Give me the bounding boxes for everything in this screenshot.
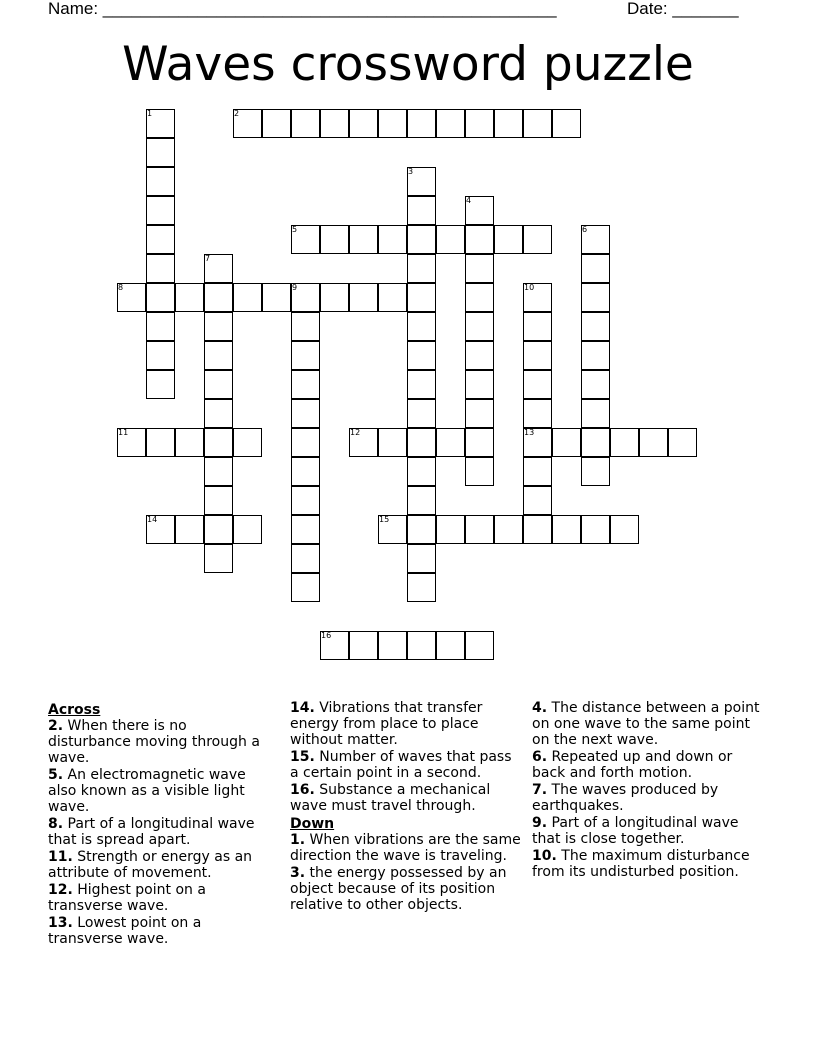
clue-text: The distance between a point on one wave to the same point on the next wave.: [532, 700, 760, 748]
grid-cell[interactable]: [465, 399, 494, 428]
clue-number-4: 4: [466, 196, 472, 205]
grid-cell[interactable]: [204, 544, 233, 573]
date-field-label: Date: _______: [627, 0, 739, 18]
grid-cell[interactable]: [204, 399, 233, 428]
clue-number-6: 6: [582, 225, 588, 234]
clue-number: 7.: [532, 782, 548, 798]
grid-cell[interactable]: [523, 399, 552, 428]
across-clue: [48, 816, 273, 848]
grid-cell[interactable]: [552, 109, 581, 138]
grid-cell[interactable]: [465, 631, 494, 660]
grid-cell[interactable]: [291, 341, 320, 370]
grid-cell[interactable]: [204, 283, 233, 312]
across-clue: [290, 782, 522, 814]
down-clue: [532, 848, 764, 880]
clue-number-10: 10: [524, 283, 535, 292]
clue-text: Strength or energy as an attribute of movement.: [48, 849, 253, 881]
grid-cell[interactable]: [407, 370, 436, 399]
grid-cell[interactable]: [465, 225, 494, 254]
clue-text: Lowest point on a transverse wave.: [48, 915, 202, 947]
grid-cell[interactable]: [581, 254, 610, 283]
grid-cell[interactable]: [349, 283, 378, 312]
grid-cell[interactable]: [291, 370, 320, 399]
grid-cell[interactable]: [523, 486, 552, 515]
grid-cell[interactable]: [146, 428, 175, 457]
grid-cell[interactable]: [407, 515, 436, 544]
clue-number-12: 12: [350, 428, 361, 437]
down-clue-list: [290, 832, 522, 913]
grid-cell[interactable]: [523, 312, 552, 341]
grid-cell[interactable]: [146, 138, 175, 167]
grid-cell[interactable]: [291, 515, 320, 544]
clue-number-3: 3: [408, 167, 414, 176]
grid-cell[interactable]: [581, 515, 610, 544]
grid-cell[interactable]: [204, 370, 233, 399]
grid-cell[interactable]: [378, 225, 407, 254]
down-heading: Down: [290, 816, 335, 832]
grid-cell[interactable]: [378, 109, 407, 138]
grid-cell[interactable]: [349, 225, 378, 254]
clue-number: 4.: [532, 700, 548, 716]
down-clue: [532, 782, 764, 814]
across-clue: [48, 915, 273, 947]
grid-cell[interactable]: [610, 515, 639, 544]
down-clue: [290, 865, 522, 913]
clue-column-1: [48, 700, 273, 948]
clue-text: An electromagnetic wave also known as a visible light wave.: [48, 767, 246, 815]
clue-text: Substance a mechanical wave must travel through.: [290, 782, 491, 814]
grid-cell[interactable]: [146, 312, 175, 341]
grid-cell[interactable]: [465, 370, 494, 399]
grid-cell[interactable]: [291, 544, 320, 573]
grid-cell[interactable]: [349, 631, 378, 660]
grid-cell[interactable]: [465, 341, 494, 370]
grid-cell[interactable]: [581, 370, 610, 399]
grid-cell[interactable]: [523, 370, 552, 399]
clue-number: 5.: [48, 767, 64, 783]
down-clue: [532, 815, 764, 847]
grid-cell[interactable]: [146, 283, 175, 312]
clue-text: Highest point on a transverse wave.: [48, 882, 206, 914]
grid-cell[interactable]: [378, 428, 407, 457]
grid-cell[interactable]: [407, 486, 436, 515]
grid-cell[interactable]: [146, 167, 175, 196]
grid-cell[interactable]: [204, 515, 233, 544]
grid-cell[interactable]: [291, 457, 320, 486]
grid-cell[interactable]: [204, 486, 233, 515]
grid-cell[interactable]: [146, 370, 175, 399]
grid-cell[interactable]: [291, 109, 320, 138]
grid-cell[interactable]: [407, 196, 436, 225]
clue-number: 13.: [48, 915, 73, 931]
grid-cell[interactable]: [668, 428, 697, 457]
clue-text: Vibrations that transfer energy from place to place without matter.: [290, 700, 483, 748]
grid-cell[interactable]: [320, 283, 349, 312]
grid-cell[interactable]: [349, 109, 378, 138]
clue-number: 6.: [532, 749, 548, 765]
down-clue: [290, 832, 522, 864]
down-clue-list-continued: [532, 700, 764, 880]
clue-number: 8.: [48, 816, 64, 832]
grid-cell[interactable]: [610, 428, 639, 457]
clue-column-2: [290, 700, 522, 914]
grid-cell[interactable]: [407, 225, 436, 254]
clue-text: The maximum disturbance from its undisturbed position.: [532, 848, 750, 880]
grid-cell[interactable]: [262, 283, 291, 312]
clue-number: 2.: [48, 718, 64, 734]
grid-cell[interactable]: [436, 109, 465, 138]
grid-cell[interactable]: [552, 428, 581, 457]
across-clue-list: [48, 718, 273, 947]
clue-text: Repeated up and down or back and forth motion.: [532, 749, 733, 781]
grid-cell[interactable]: [552, 515, 581, 544]
clue-text: Number of waves that pass a certain point in a second.: [290, 749, 512, 781]
grid-cell[interactable]: [320, 225, 349, 254]
across-clue: [48, 849, 273, 881]
clue-number-15: 15: [379, 515, 390, 524]
grid-cell[interactable]: [146, 341, 175, 370]
grid-cell[interactable]: [175, 515, 204, 544]
grid-cell[interactable]: [175, 283, 204, 312]
clue-number: 12.: [48, 882, 73, 898]
grid-cell[interactable]: [407, 544, 436, 573]
clue-number-16: 16: [321, 631, 332, 640]
clue-number: 1.: [290, 832, 306, 848]
grid-cell[interactable]: [407, 399, 436, 428]
grid-cell[interactable]: [436, 515, 465, 544]
clue-number-8: 8: [118, 283, 124, 292]
grid-cell[interactable]: [320, 109, 349, 138]
page-title: Waves crossword puzzle: [122, 37, 694, 92]
clue-text: The waves produced by earthquakes.: [532, 782, 719, 814]
clue-text: Part of a longitudinal wave that is close together.: [532, 815, 739, 847]
clue-number: 15.: [290, 749, 315, 765]
grid-cell[interactable]: [204, 341, 233, 370]
grid-cell[interactable]: [204, 312, 233, 341]
grid-cell[interactable]: [291, 486, 320, 515]
grid-cell[interactable]: [233, 515, 262, 544]
clue-number: 14.: [290, 700, 315, 716]
clue-number: 3.: [290, 865, 306, 881]
grid-cell[interactable]: [581, 312, 610, 341]
grid-cell[interactable]: [581, 457, 610, 486]
grid-cell[interactable]: [494, 109, 523, 138]
clue-number-5: 5: [292, 225, 298, 234]
grid-cell[interactable]: [465, 428, 494, 457]
grid-cell[interactable]: [146, 225, 175, 254]
across-clue: [290, 749, 522, 781]
grid-cell[interactable]: [494, 515, 523, 544]
grid-cell[interactable]: [523, 457, 552, 486]
grid-cell[interactable]: [204, 457, 233, 486]
grid-cell[interactable]: [465, 457, 494, 486]
grid-cell[interactable]: [291, 399, 320, 428]
grid-cell[interactable]: [523, 109, 552, 138]
across-clue-list-continued: [290, 700, 522, 814]
grid-cell[interactable]: [465, 109, 494, 138]
down-clue: [532, 700, 764, 748]
grid-cell[interactable]: [204, 428, 233, 457]
clue-number-7: 7: [205, 254, 211, 263]
grid-cell[interactable]: [291, 428, 320, 457]
clue-number: 9.: [532, 815, 548, 831]
grid-cell[interactable]: [378, 283, 407, 312]
grid-cell[interactable]: [523, 341, 552, 370]
grid-cell[interactable]: [407, 283, 436, 312]
across-heading: Across: [48, 702, 101, 718]
grid-cell[interactable]: [407, 254, 436, 283]
grid-cell[interactable]: [407, 109, 436, 138]
grid-cell[interactable]: [407, 341, 436, 370]
clue-text: the energy possessed by an object because of its position relative to other objects.: [290, 865, 507, 913]
grid-cell[interactable]: [523, 225, 552, 254]
grid-cell[interactable]: [378, 631, 407, 660]
grid-cell[interactable]: [407, 631, 436, 660]
grid-cell[interactable]: [291, 312, 320, 341]
clue-number: 16.: [290, 782, 315, 798]
grid-cell[interactable]: [407, 573, 436, 602]
grid-cell[interactable]: [465, 283, 494, 312]
clue-number-9: 9: [292, 283, 298, 292]
down-clue: [532, 749, 764, 781]
grid-cell[interactable]: [465, 254, 494, 283]
grid-cell[interactable]: [639, 428, 668, 457]
grid-cell[interactable]: [233, 428, 262, 457]
grid-cell[interactable]: [523, 515, 552, 544]
clue-number-11: 11: [118, 428, 129, 437]
grid-cell[interactable]: [146, 254, 175, 283]
grid-cell[interactable]: [465, 515, 494, 544]
grid-cell[interactable]: [581, 399, 610, 428]
across-clue: [48, 718, 273, 766]
clue-column-3: [532, 700, 764, 881]
grid-cell[interactable]: [436, 428, 465, 457]
grid-cell[interactable]: [407, 312, 436, 341]
clue-number: 10.: [532, 848, 557, 864]
grid-cell[interactable]: [436, 631, 465, 660]
clue-text: Part of a longitudinal wave that is spread apart.: [48, 816, 255, 848]
grid-cell[interactable]: [581, 341, 610, 370]
clue-number-13: 13: [524, 428, 535, 437]
grid-cell[interactable]: [494, 225, 523, 254]
name-field-label: Name: ________________________________________________: [48, 0, 557, 18]
clue-text: When there is no disturbance moving through a wave.: [48, 718, 260, 766]
grid-cell[interactable]: [262, 109, 291, 138]
across-clue: [48, 767, 273, 815]
across-clue: [48, 882, 273, 914]
grid-cell[interactable]: [581, 428, 610, 457]
grid-cell[interactable]: [407, 457, 436, 486]
grid-cell[interactable]: [465, 312, 494, 341]
grid-cell[interactable]: [233, 283, 262, 312]
grid-cell[interactable]: [436, 225, 465, 254]
grid-cell[interactable]: [407, 428, 436, 457]
grid-cell[interactable]: [175, 428, 204, 457]
grid-cell[interactable]: [581, 283, 610, 312]
across-clue: [290, 700, 522, 748]
clue-text: When vibrations are the same direction the wave is traveling.: [290, 832, 521, 864]
clue-number: 11.: [48, 849, 73, 865]
clue-number-14: 14: [147, 515, 158, 524]
grid-cell[interactable]: [146, 196, 175, 225]
clue-number-2: 2: [234, 109, 240, 118]
grid-cell[interactable]: [291, 573, 320, 602]
clue-number-1: 1: [147, 109, 153, 118]
